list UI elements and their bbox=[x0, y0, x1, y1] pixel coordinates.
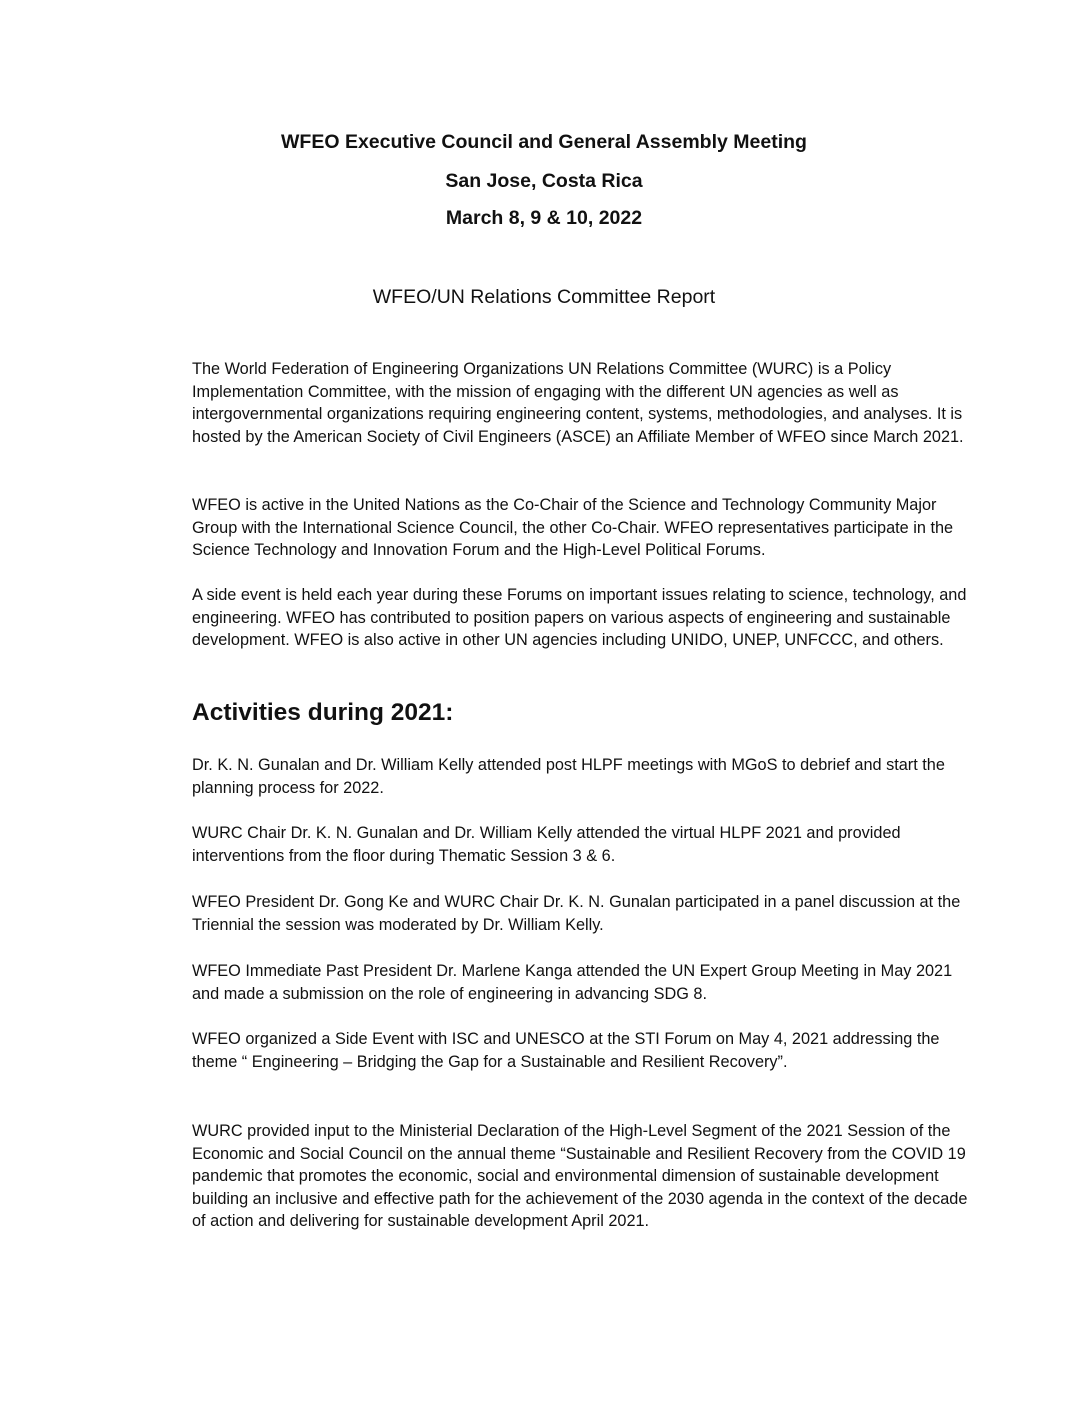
activity-item: Dr. K. N. Gunalan and Dr. William Kelly attended post HLPF meetings with MGoS to debrief and start the planning process for 2022. bbox=[192, 756, 945, 797]
meeting-location: San Jose, Costa Rica bbox=[445, 170, 643, 192]
activity-item: WURC Chair Dr. K. N. Gunalan and Dr. William Kelly attended the virtual HLPF 2021 and provided interventions from the floor during Thematic Session 3 & 6. bbox=[192, 824, 901, 865]
intro-paragraph: WFEO is active in the United Nations as the Co-Chair of the Science and Technology Community Major Group with the International Science Council, the other Co-Chair. WFEO representatives participate in the Science Technology and Innovation Forum and the High-Level Political Forums. bbox=[192, 496, 954, 559]
intro-paragraph: The World Federation of Engineering Organizations UN Relations Committee (WURC) is a Policy Implementation Committee, with the mission of engaging with the different UN agencies as well as intergovernmental organizations requiring engineering content, systems, methodologies, and analyses. It is hosted by the American Society of Civil Engineers (ASCE) an Affiliate Member of WFEO since March 2021. bbox=[192, 360, 964, 446]
intro-paragraph: A side event is held each year during these Forums on important issues relating to science, technology, and engineering. WFEO has contributed to position papers on various aspects of engineering and sustainable development. WFEO is also active in other UN agencies including UNIDO, UNEP, UNFCCC, and others. bbox=[192, 586, 967, 649]
activity-item: WFEO President Dr. Gong Ke and WURC Chair Dr. K. N. Gunalan participated in a panel discussion at the Triennial the session was moderated by Dr. William Kelly. bbox=[192, 893, 961, 934]
meeting-dates: March 8, 9 & 10, 2022 bbox=[445, 207, 643, 229]
activity-item: WFEO organized a Side Event with ISC and UNESCO at the STI Forum on May 4, 2021 addressing the theme “ Engineering – Bridging the Gap for a Sustainable and Resilient Recovery”. bbox=[192, 1030, 940, 1071]
activity-item: WFEO Immediate Past President Dr. Marlene Kanga attended the UN Expert Group Meeting in May 2021 and made a submission on the role of engineering in advancing SDG 8. bbox=[192, 962, 953, 1003]
activities-heading: Activities during 2021: bbox=[192, 699, 454, 726]
report-title: WFEO/UN Relations Committee Report bbox=[372, 286, 716, 308]
activity-item: WURC provided input to the Ministerial Declaration of the High-Level Segment of the 2021 Session of the Economic and Social Council on the annual theme “Sustainable and Resilient Recovery from the COVID 19 pandemic that promotes the economic, social and environmental dimension of sustainable development building an inclusive and effective path for the achievement of the 2030 agenda in the context of the decade of action and delivering for sustainable development April 2021. bbox=[192, 1122, 968, 1230]
meeting-title: WFEO Executive Council and General Assembly Meeting bbox=[281, 131, 807, 153]
